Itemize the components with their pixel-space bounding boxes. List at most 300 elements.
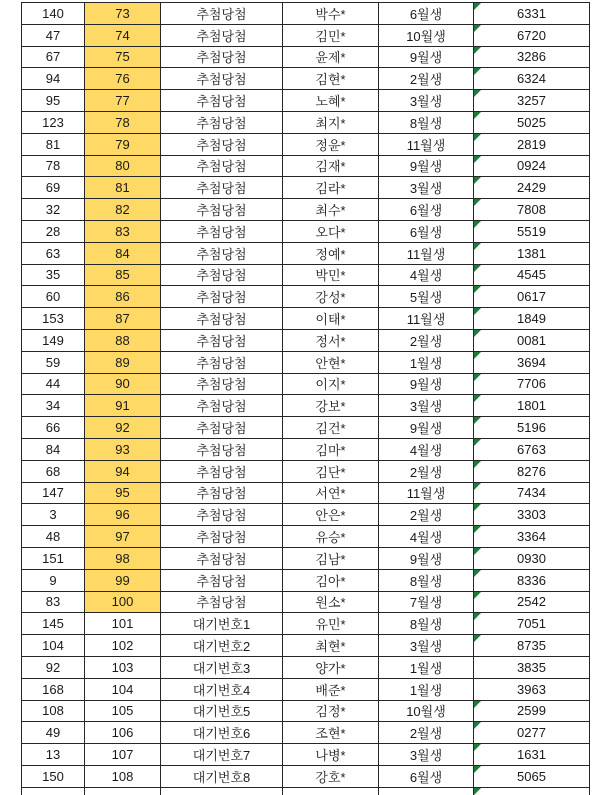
cell-order-no[interactable]: 105 bbox=[85, 700, 161, 722]
cell-birth-month[interactable]: 1월생 bbox=[379, 351, 474, 373]
error-indicator-icon bbox=[474, 744, 481, 751]
table-row bbox=[22, 286, 590, 308]
cell-entry-no[interactable]: 32 bbox=[22, 199, 85, 221]
cell-order-no[interactable]: 99 bbox=[85, 569, 161, 591]
cell-name[interactable]: 최수* bbox=[283, 199, 379, 221]
cell-status[interactable]: 대기번호3 bbox=[161, 656, 283, 678]
cell-entry-no[interactable]: 108 bbox=[22, 700, 85, 722]
cell-entry-no[interactable] bbox=[22, 787, 85, 795]
cell-entry-no[interactable]: 149 bbox=[22, 329, 85, 351]
cell-code[interactable] bbox=[474, 90, 590, 112]
cell-order-no[interactable]: 83 bbox=[85, 220, 161, 242]
cell-code[interactable] bbox=[474, 199, 590, 221]
table-row bbox=[22, 264, 590, 286]
cell-entry-no[interactable]: 34 bbox=[22, 395, 85, 417]
cell-entry-no[interactable]: 147 bbox=[22, 482, 85, 504]
cell-order-no[interactable]: 103 bbox=[85, 656, 161, 678]
cell-status[interactable] bbox=[161, 787, 283, 795]
cell-code[interactable] bbox=[474, 482, 590, 504]
cell-birth-month[interactable]: 8월생 bbox=[379, 111, 474, 133]
table-row bbox=[22, 482, 590, 504]
cell-code-value: 0930 bbox=[517, 550, 546, 566]
error-indicator-icon bbox=[474, 265, 481, 272]
cell-code-value: 3963 bbox=[517, 681, 546, 697]
cell-entry-no[interactable]: 95 bbox=[22, 90, 85, 112]
cell-code-value: 6324 bbox=[517, 71, 546, 87]
cell-order-no[interactable]: 93 bbox=[85, 438, 161, 460]
cell-status[interactable]: 추첨당첨 bbox=[161, 155, 283, 177]
table-row bbox=[22, 656, 590, 678]
error-indicator-icon bbox=[474, 613, 481, 620]
cell-status[interactable]: 추첨당첨 bbox=[161, 68, 283, 90]
error-indicator-icon bbox=[474, 504, 481, 511]
table-row bbox=[22, 177, 590, 199]
table-row bbox=[22, 635, 590, 657]
cell-name[interactable]: 강호* bbox=[283, 765, 379, 787]
cell-code-value: 0924 bbox=[517, 158, 546, 174]
cell-status[interactable]: 추첨당첨 bbox=[161, 242, 283, 264]
cell-status[interactable]: 추첨당첨 bbox=[161, 46, 283, 68]
cell-birth-month[interactable]: 1월생 bbox=[379, 656, 474, 678]
cell-status[interactable]: 대기번호6 bbox=[161, 722, 283, 744]
cell-birth-month[interactable]: 11월생 bbox=[379, 242, 474, 264]
cell-name[interactable]: 김라* bbox=[283, 177, 379, 199]
cell-birth-month[interactable]: 2월생 bbox=[379, 722, 474, 744]
cell-birth-month[interactable]: 6월생 bbox=[379, 199, 474, 221]
cell-code[interactable] bbox=[474, 329, 590, 351]
cell-code-value: 2542 bbox=[517, 594, 546, 610]
cell-code-value: 1849 bbox=[517, 311, 546, 327]
cell-entry-no[interactable]: 60 bbox=[22, 286, 85, 308]
cell-order-no[interactable]: 78 bbox=[85, 111, 161, 133]
cell-name[interactable]: 박민* bbox=[283, 264, 379, 286]
cell-entry-no[interactable]: 140 bbox=[22, 3, 85, 25]
cell-status[interactable]: 추첨당첨 bbox=[161, 373, 283, 395]
error-indicator-icon bbox=[474, 68, 481, 75]
cell-birth-month[interactable]: 6월생 bbox=[379, 765, 474, 787]
cell-name[interactable]: 김단* bbox=[283, 460, 379, 482]
error-indicator-icon bbox=[474, 308, 481, 315]
cell-code[interactable] bbox=[474, 787, 590, 795]
cell-name[interactable]: 김남* bbox=[283, 547, 379, 569]
cell-name[interactable]: 이태* bbox=[283, 308, 379, 330]
cell-code-value: 3286 bbox=[517, 49, 546, 65]
cell-status[interactable]: 추첨당첨 bbox=[161, 90, 283, 112]
cell-entry-no[interactable]: 153 bbox=[22, 308, 85, 330]
cell-order-no[interactable]: 96 bbox=[85, 504, 161, 526]
cell-status[interactable]: 추첨당첨 bbox=[161, 504, 283, 526]
table-row bbox=[22, 744, 590, 766]
table-row bbox=[22, 351, 590, 373]
cell-order-no[interactable]: 90 bbox=[85, 373, 161, 395]
cell-name[interactable]: 김민* bbox=[283, 24, 379, 46]
table-row bbox=[22, 3, 590, 25]
cell-name[interactable]: 강성* bbox=[283, 286, 379, 308]
cell-code-value: 2599 bbox=[517, 703, 546, 719]
error-indicator-icon bbox=[474, 156, 481, 163]
cell-code[interactable] bbox=[474, 286, 590, 308]
cell-birth-month[interactable]: 10월생 bbox=[379, 24, 474, 46]
cell-entry-no[interactable]: 66 bbox=[22, 417, 85, 439]
cell-order-no[interactable]: 77 bbox=[85, 90, 161, 112]
cell-order-no[interactable]: 91 bbox=[85, 395, 161, 417]
cell-code-value: 3694 bbox=[517, 354, 546, 370]
cell-birth-month[interactable]: 9월생 bbox=[379, 373, 474, 395]
cell-birth-month[interactable]: 11월생 bbox=[379, 133, 474, 155]
cell-name[interactable]: 유민* bbox=[283, 613, 379, 635]
cell-status[interactable]: 추첨당첨 bbox=[161, 199, 283, 221]
error-indicator-icon bbox=[474, 374, 481, 381]
cell-name[interactable]: 노혜* bbox=[283, 90, 379, 112]
cell-code-value: 8336 bbox=[517, 572, 546, 588]
cell-status[interactable]: 추첨당첨 bbox=[161, 526, 283, 548]
cell-code[interactable] bbox=[474, 308, 590, 330]
table-row bbox=[22, 308, 590, 330]
error-indicator-icon bbox=[474, 3, 481, 10]
cell-code[interactable] bbox=[474, 547, 590, 569]
cell-birth-month[interactable]: 8월생 bbox=[379, 569, 474, 591]
cell-name[interactable]: 김재* bbox=[283, 155, 379, 177]
cell-code[interactable] bbox=[474, 155, 590, 177]
cell-status[interactable]: 추첨당첨 bbox=[161, 417, 283, 439]
cell-order-no[interactable]: 82 bbox=[85, 199, 161, 221]
table-row bbox=[22, 111, 590, 133]
cell-order-no[interactable]: 106 bbox=[85, 722, 161, 744]
cell-status[interactable]: 추첨당첨 bbox=[161, 220, 283, 242]
error-indicator-icon bbox=[474, 352, 481, 359]
cell-code-value: 2819 bbox=[517, 136, 546, 152]
cell-code-value: 0081 bbox=[517, 332, 546, 348]
cell-entry-no[interactable]: 35 bbox=[22, 264, 85, 286]
cell-birth-month[interactable]: 1월생 bbox=[379, 678, 474, 700]
cell-code[interactable] bbox=[474, 678, 590, 700]
error-indicator-icon bbox=[474, 330, 481, 337]
cell-order-no[interactable]: 85 bbox=[85, 264, 161, 286]
cell-status[interactable]: 추첨당첨 bbox=[161, 482, 283, 504]
cell-birth-month[interactable]: 9월생 bbox=[379, 155, 474, 177]
cell-code[interactable] bbox=[474, 635, 590, 657]
cell-code-value: 7706 bbox=[517, 376, 546, 392]
cell-order-no[interactable]: 97 bbox=[85, 526, 161, 548]
cell-name[interactable]: 김마* bbox=[283, 438, 379, 460]
cell-entry-no[interactable]: 47 bbox=[22, 24, 85, 46]
cell-code[interactable] bbox=[474, 504, 590, 526]
cell-code[interactable] bbox=[474, 220, 590, 242]
cell-order-no[interactable]: 92 bbox=[85, 417, 161, 439]
cell-entry-no[interactable]: 49 bbox=[22, 722, 85, 744]
table-row bbox=[22, 329, 590, 351]
cell-code-value: 1801 bbox=[517, 398, 546, 414]
cell-name[interactable]: 최지* bbox=[283, 111, 379, 133]
cell-name[interactable]: 강보* bbox=[283, 395, 379, 417]
cell-birth-month[interactable]: 6월생 bbox=[379, 220, 474, 242]
cell-status[interactable]: 추첨당첨 bbox=[161, 438, 283, 460]
cell-code[interactable] bbox=[474, 3, 590, 25]
cell-code-value: 5065 bbox=[517, 768, 546, 784]
cell-order-no[interactable]: 81 bbox=[85, 177, 161, 199]
error-indicator-icon bbox=[474, 635, 481, 642]
cell-order-no[interactable]: 102 bbox=[85, 635, 161, 657]
cell-code-value: 1631 bbox=[517, 746, 546, 762]
cell-code[interactable] bbox=[474, 700, 590, 722]
lottery-results-table bbox=[21, 2, 590, 795]
cell-name[interactable]: 최현* bbox=[283, 635, 379, 657]
cell-entry-no[interactable]: 13 bbox=[22, 744, 85, 766]
cell-entry-no[interactable]: 59 bbox=[22, 351, 85, 373]
cell-entry-no[interactable]: 3 bbox=[22, 504, 85, 526]
cell-code-value: 7434 bbox=[517, 485, 546, 501]
cell-order-no[interactable]: 73 bbox=[85, 3, 161, 25]
cell-code[interactable] bbox=[474, 591, 590, 613]
cell-code[interactable] bbox=[474, 438, 590, 460]
cell-code[interactable] bbox=[474, 460, 590, 482]
cell-status[interactable]: 추첨당첨 bbox=[161, 329, 283, 351]
cell-status[interactable]: 추첨당첨 bbox=[161, 111, 283, 133]
cell-order-no[interactable]: 89 bbox=[85, 351, 161, 373]
cell-code-value: 1381 bbox=[517, 245, 546, 261]
cell-code[interactable] bbox=[474, 351, 590, 373]
cell-status[interactable]: 대기번호2 bbox=[161, 635, 283, 657]
cell-status[interactable]: 대기번호1 bbox=[161, 613, 283, 635]
cell-name[interactable]: 배준* bbox=[283, 678, 379, 700]
cell-code[interactable] bbox=[474, 111, 590, 133]
table-body bbox=[22, 3, 590, 795]
cell-status[interactable]: 추첨당첨 bbox=[161, 460, 283, 482]
cell-order-no[interactable]: 84 bbox=[85, 242, 161, 264]
error-indicator-icon bbox=[474, 90, 481, 97]
cell-code[interactable] bbox=[474, 417, 590, 439]
cell-order-no[interactable]: 98 bbox=[85, 547, 161, 569]
cell-order-no[interactable] bbox=[85, 787, 161, 795]
cell-code[interactable] bbox=[474, 264, 590, 286]
cell-code[interactable] bbox=[474, 133, 590, 155]
cell-birth-month[interactable]: 2월생 bbox=[379, 460, 474, 482]
cell-entry-no[interactable]: 48 bbox=[22, 526, 85, 548]
error-indicator-icon bbox=[474, 526, 481, 533]
cell-code[interactable] bbox=[474, 765, 590, 787]
cell-name[interactable]: 김건* bbox=[283, 417, 379, 439]
cell-entry-no[interactable]: 145 bbox=[22, 613, 85, 635]
cell-birth-month[interactable]: 11월생 bbox=[379, 308, 474, 330]
cell-birth-month[interactable]: 2월생 bbox=[379, 68, 474, 90]
cell-order-no[interactable]: 100 bbox=[85, 591, 161, 613]
cell-order-no[interactable]: 104 bbox=[85, 678, 161, 700]
cell-code-value: 5025 bbox=[517, 114, 546, 130]
cell-entry-no[interactable]: 83 bbox=[22, 591, 85, 613]
error-indicator-icon bbox=[474, 548, 481, 555]
cell-birth-month[interactable]: 2월생 bbox=[379, 504, 474, 526]
error-indicator-icon bbox=[474, 286, 481, 293]
cell-status[interactable]: 추첨당첨 bbox=[161, 24, 283, 46]
cell-code-value: 2429 bbox=[517, 180, 546, 196]
cell-code[interactable] bbox=[474, 177, 590, 199]
cell-birth-month[interactable]: 9월생 bbox=[379, 547, 474, 569]
cell-entry-no[interactable]: 123 bbox=[22, 111, 85, 133]
cell-birth-month[interactable]: 2월생 bbox=[379, 329, 474, 351]
cell-order-no[interactable]: 94 bbox=[85, 460, 161, 482]
cell-name[interactable]: 유승* bbox=[283, 526, 379, 548]
cell-entry-no[interactable]: 168 bbox=[22, 678, 85, 700]
table-row bbox=[22, 722, 590, 744]
table-row bbox=[22, 68, 590, 90]
cell-code[interactable] bbox=[474, 722, 590, 744]
cell-order-no[interactable]: 87 bbox=[85, 308, 161, 330]
cell-entry-no[interactable]: 151 bbox=[22, 547, 85, 569]
error-indicator-icon bbox=[474, 177, 481, 184]
cell-name[interactable]: 안은* bbox=[283, 504, 379, 526]
error-indicator-icon bbox=[474, 221, 481, 228]
cell-name[interactable]: 윤제* bbox=[283, 46, 379, 68]
cell-status[interactable]: 추첨당첨 bbox=[161, 591, 283, 613]
cell-status[interactable]: 추첨당첨 bbox=[161, 351, 283, 373]
cell-status[interactable]: 추첨당첨 bbox=[161, 547, 283, 569]
table-row bbox=[22, 504, 590, 526]
cell-status[interactable]: 추첨당첨 bbox=[161, 308, 283, 330]
cell-birth-month[interactable]: 5월생 bbox=[379, 286, 474, 308]
cell-entry-no[interactable]: 92 bbox=[22, 656, 85, 678]
cell-code-value: 0277 bbox=[517, 725, 546, 741]
cell-status[interactable]: 추첨당첨 bbox=[161, 569, 283, 591]
cell-birth-month[interactable]: 3월생 bbox=[379, 177, 474, 199]
cell-entry-no[interactable]: 150 bbox=[22, 765, 85, 787]
cell-name[interactable] bbox=[283, 787, 379, 795]
cell-order-no[interactable]: 101 bbox=[85, 613, 161, 635]
cell-name[interactable]: 정서* bbox=[283, 329, 379, 351]
cell-order-no[interactable]: 74 bbox=[85, 24, 161, 46]
table-row bbox=[22, 242, 590, 264]
cell-birth-month[interactable]: 6월생 bbox=[379, 3, 474, 25]
cell-status[interactable]: 추첨당첨 bbox=[161, 395, 283, 417]
cell-name[interactable]: 정예* bbox=[283, 242, 379, 264]
cell-order-no[interactable]: 88 bbox=[85, 329, 161, 351]
cell-entry-no[interactable]: 68 bbox=[22, 460, 85, 482]
cell-order-no[interactable]: 75 bbox=[85, 46, 161, 68]
cell-status[interactable]: 대기번호7 bbox=[161, 744, 283, 766]
error-indicator-icon bbox=[474, 788, 481, 795]
cell-entry-no[interactable]: 78 bbox=[22, 155, 85, 177]
cell-code[interactable] bbox=[474, 656, 590, 678]
cell-entry-no[interactable]: 67 bbox=[22, 46, 85, 68]
table-row bbox=[22, 417, 590, 439]
error-indicator-icon bbox=[474, 395, 481, 402]
table-row bbox=[22, 569, 590, 591]
cell-order-no[interactable]: 108 bbox=[85, 765, 161, 787]
error-indicator-icon bbox=[474, 570, 481, 577]
error-indicator-icon bbox=[474, 199, 481, 206]
cell-status[interactable]: 추첨당첨 bbox=[161, 264, 283, 286]
cell-entry-no[interactable]: 81 bbox=[22, 133, 85, 155]
cell-name[interactable]: 박수* bbox=[283, 3, 379, 25]
table-row bbox=[22, 220, 590, 242]
table-row bbox=[22, 438, 590, 460]
cell-name[interactable]: 조현* bbox=[283, 722, 379, 744]
cell-birth-month[interactable]: 4월생 bbox=[379, 526, 474, 548]
cell-name[interactable]: 오다* bbox=[283, 220, 379, 242]
cell-code[interactable] bbox=[474, 46, 590, 68]
cell-code[interactable] bbox=[474, 68, 590, 90]
cell-order-no[interactable]: 95 bbox=[85, 482, 161, 504]
error-indicator-icon bbox=[474, 461, 481, 468]
cell-entry-no[interactable]: 84 bbox=[22, 438, 85, 460]
error-indicator-icon bbox=[474, 483, 481, 490]
cell-code[interactable] bbox=[474, 373, 590, 395]
cell-birth-month[interactable]: 4월생 bbox=[379, 264, 474, 286]
cell-birth-month[interactable]: 10월생 bbox=[379, 700, 474, 722]
cell-name[interactable]: 양가* bbox=[283, 656, 379, 678]
cell-code-value: 4545 bbox=[517, 267, 546, 283]
error-indicator-icon bbox=[474, 592, 481, 599]
cell-order-no[interactable]: 80 bbox=[85, 155, 161, 177]
cell-birth-month[interactable]: 11월생 bbox=[379, 482, 474, 504]
cell-birth-month[interactable] bbox=[379, 787, 474, 795]
table-row bbox=[22, 24, 590, 46]
cell-entry-no[interactable]: 63 bbox=[22, 242, 85, 264]
cell-code[interactable] bbox=[474, 395, 590, 417]
cell-birth-month[interactable]: 7월생 bbox=[379, 591, 474, 613]
cell-code[interactable] bbox=[474, 242, 590, 264]
error-indicator-icon bbox=[474, 25, 481, 32]
cell-name[interactable]: 김정* bbox=[283, 700, 379, 722]
cell-order-no[interactable]: 86 bbox=[85, 286, 161, 308]
cell-code[interactable] bbox=[474, 569, 590, 591]
cell-birth-month[interactable]: 3월생 bbox=[379, 744, 474, 766]
cell-status[interactable]: 추첨당첨 bbox=[161, 3, 283, 25]
cell-status[interactable]: 추첨당첨 bbox=[161, 286, 283, 308]
cell-entry-no[interactable]: 28 bbox=[22, 220, 85, 242]
cell-status[interactable]: 대기번호8 bbox=[161, 765, 283, 787]
table-row bbox=[22, 90, 590, 112]
cell-name[interactable]: 나병* bbox=[283, 744, 379, 766]
cell-name[interactable]: 김현* bbox=[283, 68, 379, 90]
cell-birth-month[interactable]: 3월생 bbox=[379, 90, 474, 112]
table-row bbox=[22, 460, 590, 482]
cell-birth-month[interactable]: 3월생 bbox=[379, 395, 474, 417]
cell-name[interactable]: 서연* bbox=[283, 482, 379, 504]
cell-entry-no[interactable]: 94 bbox=[22, 68, 85, 90]
cell-birth-month[interactable]: 3월생 bbox=[379, 635, 474, 657]
cell-birth-month[interactable]: 4월생 bbox=[379, 438, 474, 460]
cell-order-no[interactable]: 76 bbox=[85, 68, 161, 90]
table-row bbox=[22, 591, 590, 613]
cell-entry-no[interactable]: 44 bbox=[22, 373, 85, 395]
cell-status[interactable]: 추첨당첨 bbox=[161, 133, 283, 155]
cell-order-no[interactable]: 79 bbox=[85, 133, 161, 155]
cell-birth-month[interactable]: 8월생 bbox=[379, 613, 474, 635]
cell-code-value: 3303 bbox=[517, 507, 546, 523]
cell-name[interactable]: 안현* bbox=[283, 351, 379, 373]
cell-name[interactable]: 정윤* bbox=[283, 133, 379, 155]
cell-code[interactable] bbox=[474, 24, 590, 46]
cell-code[interactable] bbox=[474, 526, 590, 548]
cell-birth-month[interactable]: 9월생 bbox=[379, 46, 474, 68]
cell-order-no[interactable]: 107 bbox=[85, 744, 161, 766]
cell-code[interactable] bbox=[474, 744, 590, 766]
cell-code[interactable] bbox=[474, 613, 590, 635]
cell-entry-no[interactable]: 69 bbox=[22, 177, 85, 199]
cell-status[interactable]: 대기번호4 bbox=[161, 678, 283, 700]
table-row bbox=[22, 613, 590, 635]
table-row bbox=[22, 199, 590, 221]
cell-entry-no[interactable]: 9 bbox=[22, 569, 85, 591]
cell-status[interactable]: 추첨당첨 bbox=[161, 177, 283, 199]
cell-name[interactable]: 이지* bbox=[283, 373, 379, 395]
cell-entry-no[interactable]: 104 bbox=[22, 635, 85, 657]
cell-status[interactable]: 대기번호5 bbox=[161, 700, 283, 722]
cell-name[interactable]: 원소* bbox=[283, 591, 379, 613]
error-indicator-icon bbox=[474, 439, 481, 446]
cell-name[interactable]: 김아* bbox=[283, 569, 379, 591]
cell-birth-month[interactable]: 9월생 bbox=[379, 417, 474, 439]
